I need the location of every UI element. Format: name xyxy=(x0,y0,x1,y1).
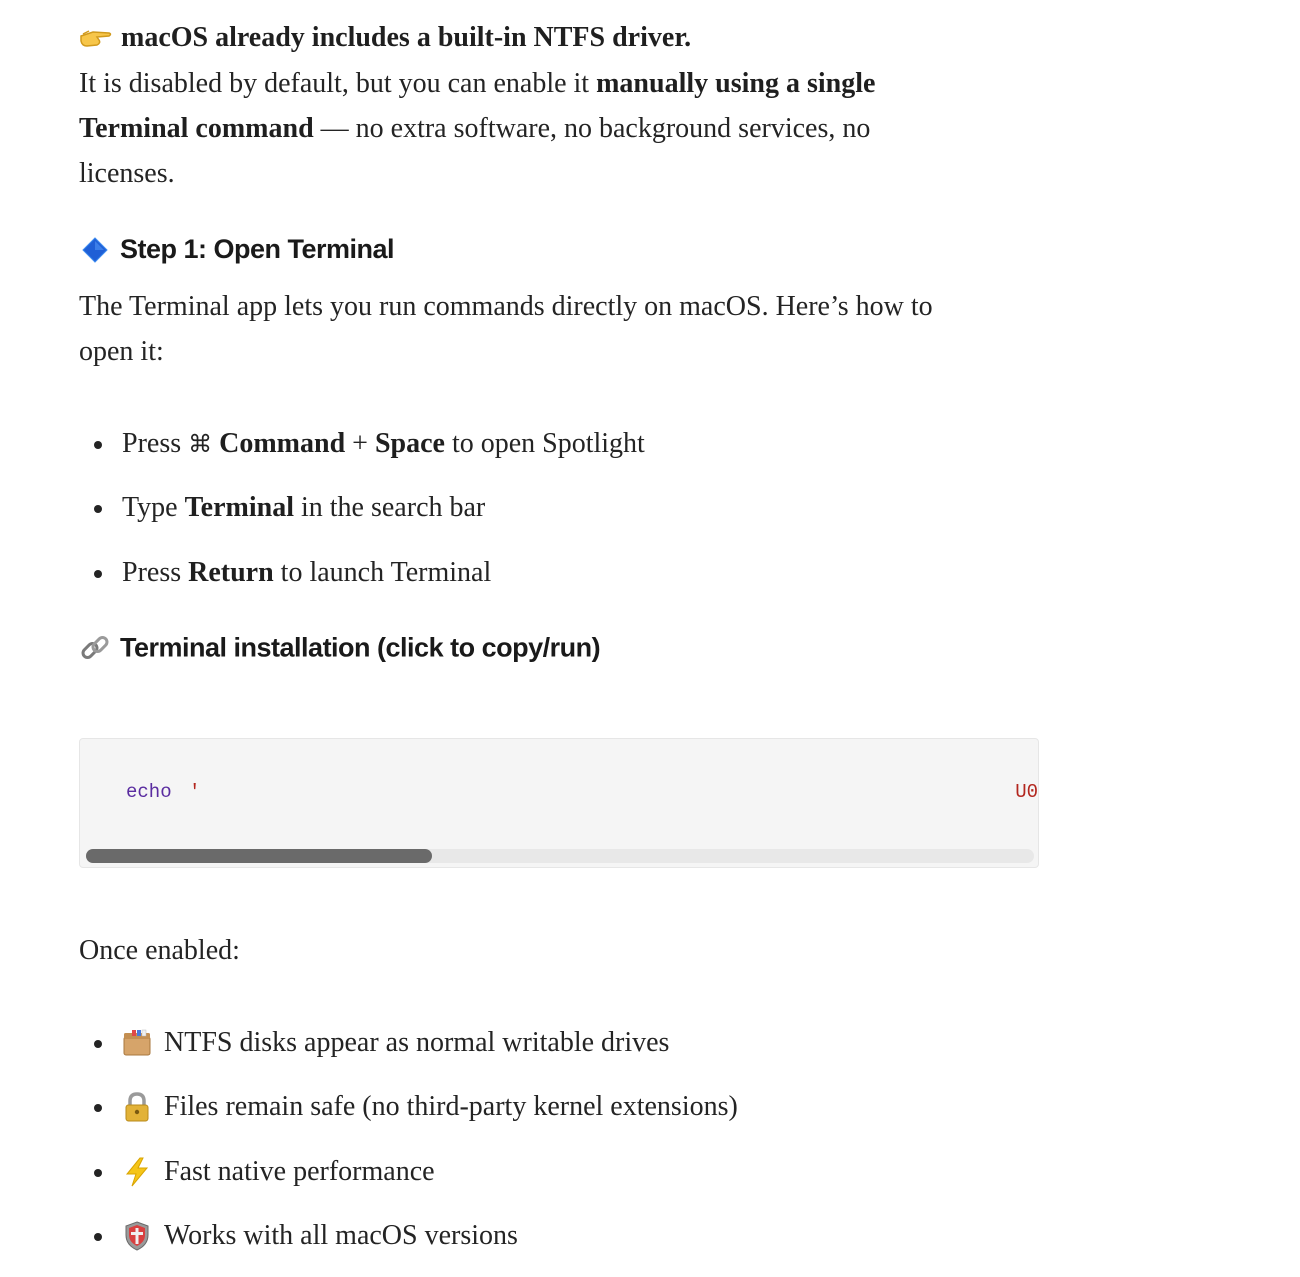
step1-paragraph xyxy=(79,284,1059,374)
enabled-intro: Once enabled: xyxy=(79,935,240,966)
item-text: in the search bar xyxy=(294,492,486,523)
item-text: to launch Terminal xyxy=(273,557,492,588)
horizontal-scrollbar[interactable] xyxy=(86,849,1034,863)
terminal-heading: Terminal installation (click to copy/run) xyxy=(120,632,601,663)
intro-line xyxy=(79,18,691,58)
item-text: Press xyxy=(122,428,189,459)
bullet xyxy=(94,1233,102,1241)
intro-text-1: It is disabled by default, but you can enable it xyxy=(79,68,597,99)
item-text: Press xyxy=(122,557,189,588)
item-bold: Return xyxy=(188,557,274,588)
intro-heading: macOS already includes a built-in NTFS driver. xyxy=(121,22,692,53)
terminal-heading-row xyxy=(79,632,600,672)
scrollbar-thumb[interactable] xyxy=(86,849,432,863)
bullet xyxy=(94,1040,102,1048)
code-keyword: echo xyxy=(126,781,172,803)
code-block[interactable] xyxy=(79,738,1039,868)
intro-bold-1: manually using a single xyxy=(596,68,876,99)
command-key-icon: ⌘ xyxy=(188,430,213,458)
item-bold: Space xyxy=(374,428,445,459)
item-text: Works with all macOS versions xyxy=(164,1220,518,1251)
bullet xyxy=(94,441,102,449)
intro-paragraph xyxy=(79,61,979,196)
item-text: + xyxy=(345,428,375,459)
intro-bold-2: Terminal command xyxy=(79,113,314,144)
list-item xyxy=(122,1216,518,1256)
file-box-icon xyxy=(122,1028,152,1058)
item-bold: Command xyxy=(219,428,346,459)
lock-icon xyxy=(122,1091,152,1123)
item-text: NTFS disks appear as normal writable drives xyxy=(164,1027,670,1058)
list-item xyxy=(122,1023,669,1063)
item-text: to open Spotlight xyxy=(444,428,645,459)
item-text: Fast native performance xyxy=(164,1156,435,1187)
code-line[interactable] xyxy=(126,781,200,803)
item-text: Files remain safe (no third-party kernel extensions) xyxy=(164,1091,738,1122)
bullet xyxy=(94,505,102,513)
intro-text-3: licenses. xyxy=(79,158,175,189)
step1-heading: Step 1: Open Terminal xyxy=(120,234,395,264)
bullet xyxy=(94,1104,102,1112)
list-item xyxy=(122,553,491,593)
pointing-hand-icon xyxy=(79,26,113,50)
intro-text-2: — no extra software, no background services, no xyxy=(313,113,871,144)
step1-heading-row xyxy=(80,234,394,274)
list-item xyxy=(122,1152,435,1192)
item-text: Type xyxy=(122,492,185,523)
shield-icon xyxy=(122,1220,152,1252)
bullet xyxy=(94,570,102,578)
code-string-start: ' xyxy=(189,781,201,803)
link-icon xyxy=(79,632,111,664)
list-item xyxy=(122,424,645,464)
item-bold: Terminal xyxy=(184,492,294,523)
step1-para-line-2: open it: xyxy=(79,336,164,367)
bullet xyxy=(94,1169,102,1177)
lightning-icon xyxy=(122,1156,152,1188)
blue-diamond-icon xyxy=(80,235,110,265)
list-item xyxy=(122,488,485,528)
code-tail: U0 xyxy=(1015,781,1038,803)
step1-para-line-1: The Terminal app lets you run commands directly on macOS. Here’s how to xyxy=(79,291,933,322)
list-item xyxy=(122,1087,738,1127)
